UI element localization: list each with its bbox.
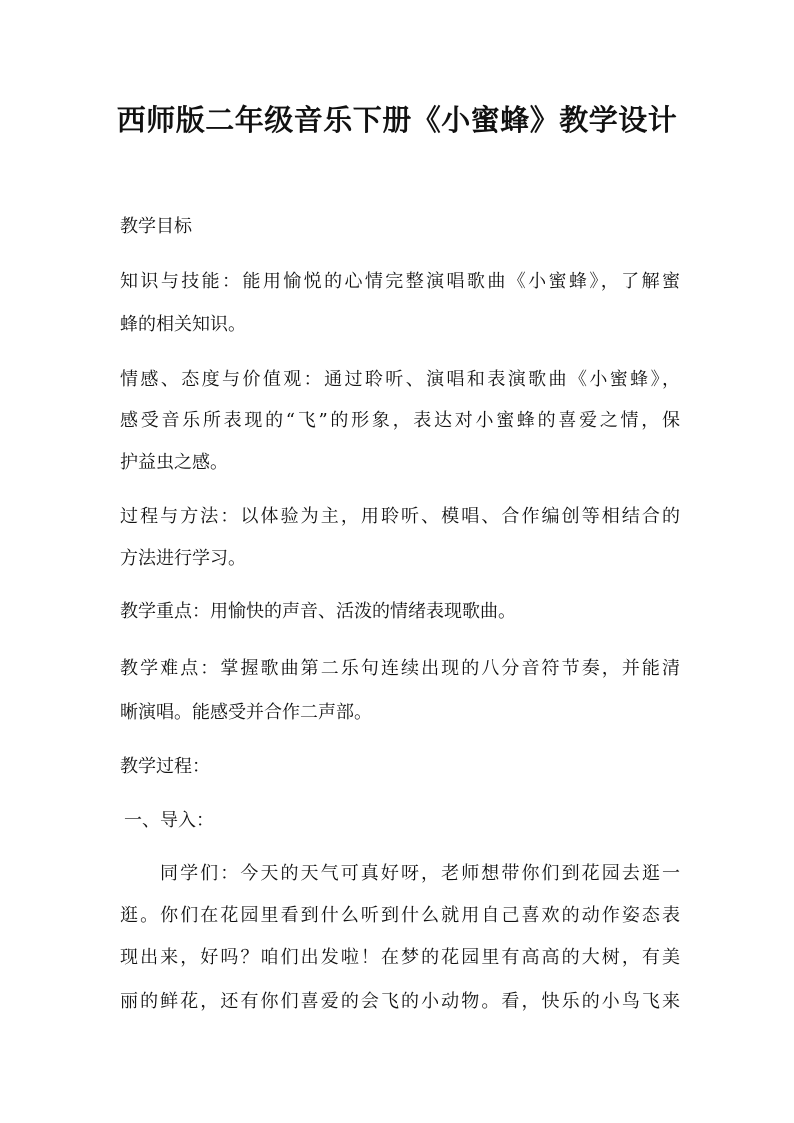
paragraph-line: 方法进行学习。 [120,548,246,569]
paragraph-line: 丽的鲜花，还有你们喜爱的会飞的小动物。看，快乐的小鸟飞来 [120,991,680,1012]
paragraph-line: 知识与技能：能用愉悦的心情完整演唱歌曲《小蜜蜂》，了解蜜 [120,271,680,292]
paragraph-line: 情感、态度与价值观：通过聆听、演唱和表演歌曲《小蜜蜂》， [120,369,680,390]
paragraph-line: 同学们：今天的天气可真好呀，老师想带你们到花园去逛一 [160,863,680,884]
subsection-heading-intro: 一、导入： [124,810,214,831]
paragraph-line: 现出来，好吗？咱们出发啦！在梦的花园里有高高的大树，有美 [120,947,680,968]
paragraph-line: 感受音乐所表现的“飞”的形象，表达对小蜜蜂的喜爱之情，保 [120,410,680,431]
paragraph-line: 护益虫之感。 [120,452,228,473]
paragraph-line: 晰演唱。能感受并合作二声部。 [120,702,372,723]
paragraph-line: 逛。你们在花园里看到什么听到什么就用自己喜欢的动作姿态表 [120,905,680,926]
section-heading-teaching-process: 教学过程： [120,756,210,777]
section-heading-teaching-goals: 教学目标 [120,216,192,237]
paragraph-line: 过程与方法：以体验为主，用聆听、模唱、合作编创等相结合的 [120,506,680,527]
paragraph-line: 蜂的相关知识。 [120,314,246,335]
paragraph-line: 教学难点：掌握歌曲第二乐句连续出现的八分音符节奏，并能清 [120,658,680,679]
document-title: 西师版二年级音乐下册《小蜜蜂》教学设计 [116,103,678,137]
paragraph-line: 教学重点：用愉快的声音、活泼的情绪表现歌曲。 [120,601,516,622]
